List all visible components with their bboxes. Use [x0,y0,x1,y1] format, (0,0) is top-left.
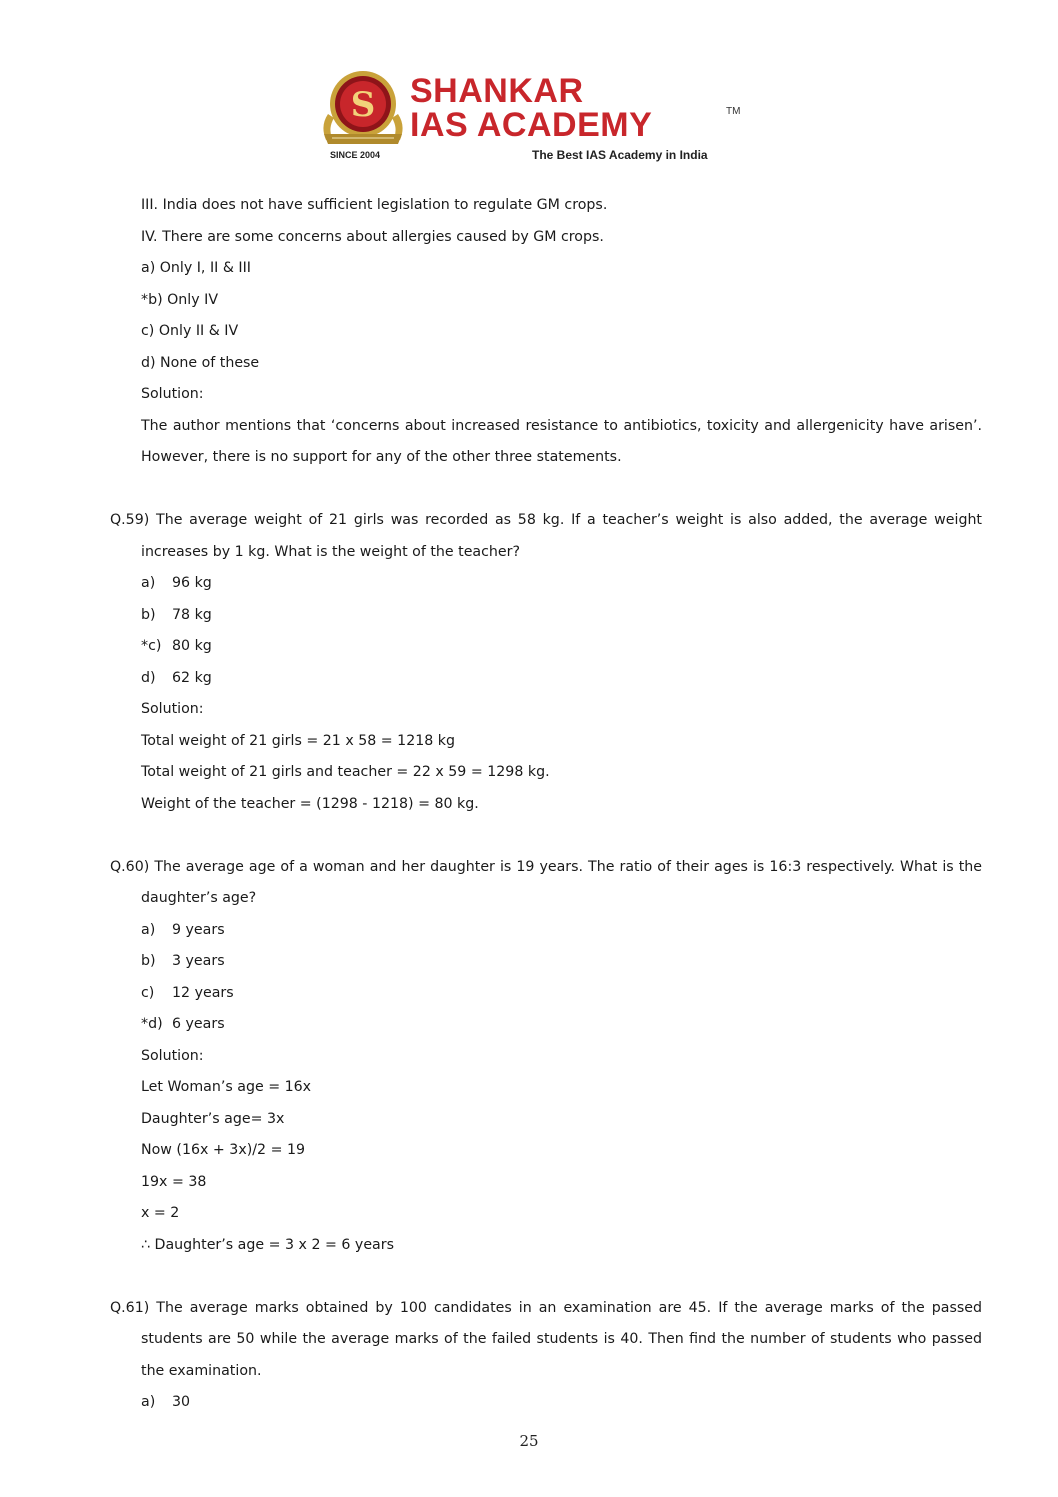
statement-4: IV. There are some concerns about allergies caused by GM crops. [141,228,604,245]
svg-text:S: S [350,85,376,125]
academy-logo [318,68,748,168]
q61-text-line-1 [110,1293,982,1325]
q60-solution-label: Solution: [141,1047,204,1064]
q59-option-b-label: b) [141,606,156,623]
q61-text-line-3: the examination. [141,1362,262,1379]
q61-option-a-label: a) [141,1394,156,1410]
statement-3: III. India does not have sufficient legislation to regulate GM crops. [141,197,608,213]
document-body [110,190,982,1419]
q60-solution-line-3: Now (16x + 3x)/2 = 19 [141,1142,306,1158]
q60-option-c-text: 12 years [172,984,234,1001]
q59-solution-line-2: Total weight of 21 girls and teacher = 22 x 59 = 1298 kg. [141,764,550,780]
q60-option-d-label: *d) [141,1016,163,1032]
prev-solution-line-2: However, there is no support for any of the other three statements. [141,449,622,465]
q60-option-b-label: b) [141,953,156,969]
q60-option-b-text: 3 years [172,953,225,969]
q61-text-1: The average marks obtained by 100 candidates in an examination are 45. If the average marks of the passed [156,1299,983,1316]
brand-name-line1: SHANKAR [410,72,584,110]
q60-text-1: The average age of a woman and her daughter is 19 years. The ratio of their ages is 16:3 respectively. What is the [154,858,982,875]
q59-option-a [110,568,982,600]
q60-option-a-label: a) [141,921,156,938]
q60-option-a [110,915,982,947]
q59-option-c-text: 80 kg [172,638,212,654]
prev-solution-label: Solution: [141,386,204,402]
q59-text-line-2: increases by 1 kg. What is the weight of the teacher? [141,543,521,560]
q61-option-a-text: 30 [172,1394,191,1410]
q59-option-a-text: 96 kg [172,575,212,591]
q59-text-line-1 [110,505,982,537]
q60-solution-line-6: ∴ Daughter’s age = 3 x 2 = 6 years [141,1236,394,1253]
q59-solution-label: Solution: [141,701,204,717]
q59-option-d-text: 62 kg [172,669,212,686]
prev-option-a: a) Only I, II & III [141,260,251,276]
prev-option-c: c) Only II & IV [141,323,239,339]
q59-solution-line-3: Weight of the teacher = (1298 - 1218) = 80 kg. [141,795,479,812]
brand-name [410,74,652,142]
prev-option-b: *b) Only IV [141,291,219,308]
q60-option-c [110,978,982,1010]
prev-solution-line-1: The author mentions that ‘concerns about increased resistance to antibiotics, toxicity and allergenicity have arisen’. [141,417,982,434]
trademark-mark: TM [726,106,741,117]
q61-text-line-2: students are 50 while the average marks of the failed students is 40. Then find the number of students who passed [141,1331,982,1347]
q61-option-a [110,1387,982,1419]
q61-number: Q.61) [110,1299,150,1316]
brand-tagline: The Best IAS Academy in India [532,148,708,162]
page-number: 25 [519,1432,539,1450]
q59-option-c-label: *c) [141,638,162,654]
q59-option-d-label: d) [141,669,156,686]
q59-option-c [110,631,982,663]
q60-text-line-2: daughter’s age? [141,890,257,906]
q60-solution-line-2: Daughter’s age= 3x [141,1110,285,1127]
q59-option-d [110,663,982,695]
q60-option-b [110,946,982,978]
q60-number: Q.60) [110,858,150,875]
q60-solution-line-1: Let Woman’s age = 16x [141,1079,312,1095]
q59-text-1: The average weight of 21 girls was recorded as 58 kg. If a teacher’s weight is also added, the average weight [156,512,983,528]
prev-option-d: d) None of these [141,354,260,371]
since-label: SINCE 2004 [330,150,381,160]
q59-solution-line-1: Total weight of 21 girls = 21 x 58 = 1218 kg [141,732,456,749]
q60-option-d [110,1009,982,1041]
q59-number: Q.59) [110,512,150,528]
q60-solution-line-5: x = 2 [141,1205,180,1221]
q60-option-a-text: 9 years [172,921,225,938]
q60-solution-line-4: 19x = 38 [141,1173,207,1190]
q59-option-a-label: a) [141,575,156,591]
q59-option-b-text: 78 kg [172,606,212,623]
q60-text-line-1 [110,852,982,884]
q60-option-c-label: c) [141,984,155,1001]
q59-option-b [110,600,982,632]
brand-name-line2: IAS ACADEMY [410,106,653,144]
q60-option-d-text: 6 years [172,1016,225,1032]
